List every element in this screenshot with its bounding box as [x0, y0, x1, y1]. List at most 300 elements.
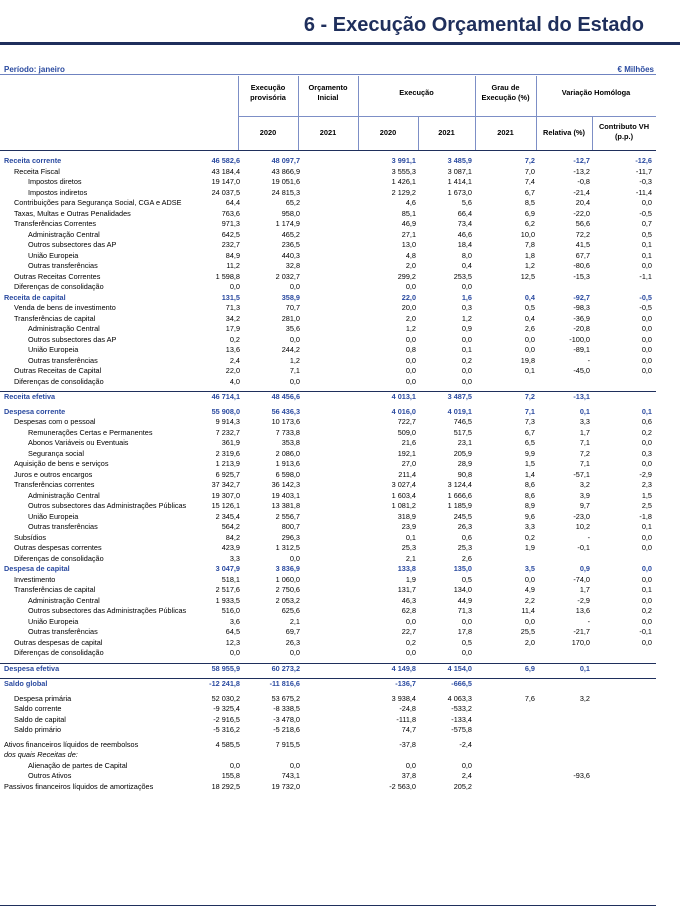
table-row: [0, 564, 656, 575]
table-row: [0, 543, 656, 554]
row-value: 1 414,1: [447, 177, 472, 186]
row-value: 1 174,9: [275, 219, 300, 228]
row-value: 3,3: [579, 417, 590, 426]
row-value: 53 675,2: [271, 693, 300, 703]
row-label: Saldo de capital: [14, 714, 66, 724]
row-value: 52 030,2: [211, 693, 240, 703]
row-value: -3 478,0: [273, 714, 300, 724]
row-value: 9,7: [579, 501, 590, 510]
row-value: -0,1: [639, 627, 652, 636]
row-value: 1,5: [524, 459, 535, 468]
table-row: [0, 491, 656, 502]
row-value: 2 032,7: [275, 271, 300, 281]
row-value: 2,1: [405, 553, 416, 563]
row-value: 0,0: [641, 313, 652, 323]
table-row: [0, 261, 656, 272]
row-label: União Europeia: [28, 616, 79, 626]
row-label: Administração Central: [28, 229, 100, 239]
table-row: [0, 750, 656, 761]
row-value: 90,8: [457, 469, 472, 479]
table-row: [0, 678, 656, 690]
row-value: 0,1: [461, 345, 472, 354]
table-row: [0, 596, 656, 607]
table-row: [0, 356, 656, 367]
row-value: 0,1: [579, 663, 590, 673]
row-value: -2,4: [459, 739, 472, 749]
row-value: 0,0: [641, 261, 652, 270]
row-value: 2 517,6: [215, 585, 240, 594]
row-label: Contribuições para Segurança Social, CGA e ADSE: [14, 198, 182, 207]
row-value: 10,0: [520, 229, 535, 239]
row-value: 2,1: [289, 616, 300, 626]
row-label: Outras transferências: [28, 355, 98, 365]
row-value: -0,8: [577, 177, 590, 186]
table-row: [0, 663, 656, 675]
row-value: 0,9: [461, 324, 472, 333]
row-value: 0,0: [405, 648, 416, 657]
row-value: 4,8: [405, 250, 416, 260]
row-value: -533,2: [451, 704, 472, 713]
row-value: 0,5: [461, 637, 472, 647]
table-row: [0, 219, 656, 230]
row-value: 296,3: [281, 532, 300, 542]
row-value: -92,7: [573, 292, 590, 302]
table-row: [0, 501, 656, 512]
row-value: 0,0: [289, 760, 300, 770]
row-value: 3,2: [579, 480, 590, 489]
row-value: -100,0: [569, 334, 590, 344]
table-header: [0, 76, 656, 150]
row-label: Despesa de capital: [4, 564, 70, 573]
row-value: 6,9: [524, 208, 535, 218]
row-value: 60 273,2: [271, 663, 300, 673]
row-value: 19 307,0: [211, 490, 240, 500]
row-label: Passivos financeiros líquidos de amortizações: [4, 781, 154, 791]
row-value: 1 913,6: [275, 459, 300, 468]
row-value: -36,9: [573, 313, 590, 323]
header-bottom-rule: [0, 150, 656, 151]
row-value: 2 086,0: [275, 448, 300, 458]
row-value: 0,0: [405, 282, 416, 291]
row-value: -20,8: [573, 324, 590, 333]
row-value: -9 325,4: [213, 704, 240, 713]
row-value: 0,0: [289, 553, 300, 563]
row-value: 24 815,3: [271, 187, 300, 197]
row-value: 0,1: [641, 522, 652, 531]
row-value: 36 142,3: [271, 480, 300, 489]
row-label: Abonos Variáveis ou Eventuais: [28, 438, 129, 447]
table-row: [0, 345, 656, 356]
row-value: -93,6: [573, 771, 590, 780]
row-label: dos quais Receitas de:: [4, 750, 78, 759]
row-value: 1,9: [524, 543, 535, 552]
row-label: Juros e outros encargos: [14, 469, 93, 479]
row-value: -12 241,8: [209, 679, 240, 688]
row-value: -133,4: [451, 714, 472, 724]
table-row: [0, 470, 656, 481]
row-value: 7,4: [524, 177, 535, 186]
row-value: 10 173,6: [271, 417, 300, 426]
row-value: 4 016,0: [391, 406, 416, 416]
row-value: 3 087,1: [447, 166, 472, 176]
row-value: 135,0: [453, 564, 472, 573]
row-value: 6,7: [524, 187, 535, 197]
row-label: Administração Central: [28, 324, 100, 333]
header-grau-line2: Execução (%): [481, 93, 530, 102]
row-value: 23,1: [457, 438, 472, 447]
row-value: 3 124,4: [447, 480, 472, 489]
row-value: 155,8: [221, 771, 240, 780]
row-label: Despesa primária: [14, 693, 72, 703]
row-value: 625,6: [281, 606, 300, 615]
row-value: 0,1: [641, 240, 652, 249]
table-row: [0, 740, 656, 751]
row-value: 7,8: [524, 240, 535, 249]
row-value: 10,2: [575, 522, 590, 531]
table-row: [0, 438, 656, 449]
row-value: 2 319,6: [215, 448, 240, 458]
row-value: 67,7: [575, 250, 590, 260]
row-value: 18,4: [457, 240, 472, 249]
row-label: Segurança social: [28, 448, 84, 458]
row-label: Outras despesas de capital: [14, 637, 103, 647]
row-value: 58 955,9: [211, 663, 240, 673]
row-value: 65,2: [285, 198, 300, 207]
row-value: 0,0: [641, 564, 652, 573]
row-value: -13,1: [573, 392, 590, 401]
row-value: 0,1: [641, 406, 652, 416]
row-value: 35,6: [285, 324, 300, 333]
row-value: -37,8: [399, 739, 416, 749]
row-value: 642,5: [221, 229, 240, 239]
row-value: 8,0: [461, 250, 472, 260]
row-value: -: [587, 616, 590, 626]
header-grau-line1: Grau de: [491, 83, 520, 92]
row-value: 299,2: [397, 271, 416, 281]
row-value: 13,6: [575, 606, 590, 615]
row-value: 34,2: [225, 313, 240, 323]
row-label: Receita efetiva: [4, 392, 56, 401]
row-value: 0,0: [641, 459, 652, 468]
table-row: [0, 314, 656, 325]
row-value: 0,8: [405, 345, 416, 354]
row-value: 1 673,0: [447, 187, 472, 197]
row-value: -11 816,6: [269, 679, 300, 688]
row-value: 8,6: [524, 490, 535, 500]
row-value: 0,0: [461, 376, 472, 386]
row-value: 0,0: [641, 198, 652, 207]
row-value: -2 563,0: [389, 781, 416, 791]
row-value: -24,8: [399, 704, 416, 713]
row-value: 4 063,3: [447, 693, 472, 703]
row-value: 1,2: [289, 355, 300, 365]
table-row: [0, 533, 656, 544]
table-row: [0, 156, 656, 167]
row-value: 0,0: [461, 760, 472, 770]
row-value: 0,4: [524, 313, 535, 323]
row-value: 0,0: [641, 355, 652, 365]
row-value: -12,6: [635, 156, 652, 165]
table-row: [0, 771, 656, 782]
row-value: 0,6: [641, 417, 652, 426]
row-value: 1,8: [524, 250, 535, 260]
row-value: 1,6: [461, 292, 472, 302]
row-value: 46,6: [457, 229, 472, 239]
row-value: 0,0: [641, 543, 652, 552]
row-label: Despesa corrente: [4, 406, 66, 416]
row-value: 0,1: [579, 406, 590, 416]
header-contributo-line1: Contributo VH: [598, 122, 650, 131]
row-value: 7,6: [524, 693, 535, 703]
row-value: -2,9: [577, 595, 590, 605]
row-value: 358,9: [281, 292, 300, 302]
table-row: [0, 638, 656, 649]
row-value: 0,9: [579, 564, 590, 573]
table-row: [0, 251, 656, 262]
row-label: Receita Fiscal: [14, 166, 60, 176]
row-value: 43 184,4: [211, 166, 240, 176]
row-value: 192,1: [397, 448, 416, 458]
table-row: [0, 522, 656, 533]
row-value: 25,3: [401, 543, 416, 552]
row-value: 4 013,1: [391, 392, 416, 401]
row-value: 0,1: [641, 585, 652, 594]
period-rule: [0, 74, 656, 75]
row-value: 4 019,1: [447, 406, 472, 416]
row-value: 1,7: [579, 427, 590, 437]
table-row: [0, 512, 656, 523]
header-variacao: Variação Homóloga: [561, 88, 631, 97]
row-label: Outras transferências: [28, 627, 98, 636]
row-value: 6,9: [524, 663, 535, 673]
row-value: 743,1: [281, 771, 300, 780]
row-value: 722,7: [397, 417, 416, 426]
row-value: 131,7: [397, 585, 416, 594]
row-value: 48 456,6: [271, 392, 300, 401]
table-row: [0, 230, 656, 241]
row-value: -: [587, 355, 590, 365]
row-value: 2,2: [524, 595, 535, 605]
row-value: 7,2: [524, 156, 535, 165]
row-label: Subsídios: [14, 532, 47, 542]
unit-label: € Milhões: [617, 65, 654, 74]
row-value: 37 342,7: [211, 480, 240, 489]
row-value: 4,6: [405, 198, 416, 207]
row-value: -89,1: [573, 345, 590, 354]
row-value: 19 732,0: [271, 781, 300, 791]
row-value: 71,3: [457, 606, 472, 615]
row-value: 3,9: [579, 490, 590, 500]
row-value: 19,8: [520, 355, 535, 365]
row-value: -23,0: [573, 511, 590, 521]
row-label: Transferências Correntes: [14, 219, 97, 228]
row-value: 2 750,6: [275, 585, 300, 594]
row-value: 41,5: [575, 240, 590, 249]
row-value: 24 037,5: [211, 187, 240, 197]
row-label: Outros subsectores das AP: [28, 334, 117, 344]
row-value: 1 081,2: [391, 501, 416, 510]
row-value: 5,6: [461, 198, 472, 207]
row-label: Despesa efetiva: [4, 663, 60, 673]
row-value: 2,6: [524, 324, 535, 333]
table-row: [0, 407, 656, 418]
table-row: [0, 240, 656, 251]
header-execucao: Execução: [399, 88, 434, 97]
row-value: -11,4: [635, 187, 652, 197]
row-value: 2 053,2: [275, 595, 300, 605]
row-value: 0,2: [461, 355, 472, 365]
row-value: 22,0: [401, 292, 416, 302]
row-value: 0,0: [229, 282, 240, 291]
table-row: [0, 627, 656, 638]
row-value: 0,0: [641, 532, 652, 542]
row-value: -12,7: [573, 156, 590, 165]
row-value: 0,0: [405, 616, 416, 626]
row-value: 361,9: [221, 438, 240, 447]
row-label: Outros subsectores das Administrações Públicas: [28, 501, 187, 510]
row-value: 281,0: [281, 313, 300, 323]
row-value: 0,2: [229, 334, 240, 344]
row-value: 20,4: [575, 198, 590, 207]
table-row: [0, 606, 656, 617]
table-row: [0, 617, 656, 628]
row-value: 0,0: [524, 345, 535, 354]
row-label: Diferenças de consolidação: [14, 648, 104, 657]
row-value: 133,8: [397, 564, 416, 573]
row-value: 1,2: [405, 324, 416, 333]
row-value: 0,0: [524, 616, 535, 626]
row-value: 27,1: [401, 229, 416, 239]
row-value: -98,3: [573, 303, 590, 312]
row-value: 763,6: [221, 208, 240, 218]
row-value: 0,1: [641, 250, 652, 260]
row-value: 0,5: [641, 229, 652, 239]
row-value: -15,3: [573, 271, 590, 281]
row-value: 12,5: [520, 271, 535, 281]
row-value: 44,9: [457, 595, 472, 605]
row-value: 8,5: [524, 198, 535, 207]
row-value: 13,6: [225, 345, 240, 354]
row-label: Saldo primário: [14, 725, 62, 734]
row-value: 19 051,6: [271, 177, 300, 186]
table-row: [0, 209, 656, 220]
row-value: 46,3: [401, 595, 416, 605]
row-value: 0,0: [641, 637, 652, 647]
table-row: [0, 417, 656, 428]
row-value: 21,6: [401, 438, 416, 447]
table-row: [0, 198, 656, 209]
row-value: 7,1: [579, 438, 590, 447]
row-value: 3,3: [524, 522, 535, 531]
row-value: 3 836,9: [275, 564, 300, 573]
row-value: 746,5: [453, 417, 472, 426]
row-value: 1,4: [524, 469, 535, 479]
row-value: 244,2: [281, 345, 300, 354]
row-value: 64,5: [225, 627, 240, 636]
row-value: -1,1: [639, 271, 652, 281]
row-value: -0,5: [639, 303, 652, 312]
header-exec-prov-line2: provisória: [250, 93, 286, 102]
table-row: [0, 459, 656, 470]
row-value: 4 585,5: [215, 739, 240, 749]
row-value: 3 938,4: [391, 693, 416, 703]
row-label: Investimento: [14, 574, 56, 584]
row-value: 971,3: [221, 219, 240, 228]
row-value: 64,4: [225, 198, 240, 207]
table-row: [0, 715, 656, 726]
row-value: 0,0: [461, 334, 472, 344]
row-value: -575,8: [451, 725, 472, 734]
row-label: Outros Ativos: [28, 771, 72, 780]
row-value: 3,6: [229, 616, 240, 626]
row-value: 3,3: [229, 553, 240, 563]
header-orcamento: [298, 83, 358, 103]
row-value: 3 027,4: [391, 480, 416, 489]
row-label: Venda de bens de investimento: [14, 303, 116, 312]
row-label: Outras Receitas Correntes: [14, 271, 101, 281]
row-value: 6 925,7: [215, 469, 240, 479]
row-value: 74,7: [401, 725, 416, 734]
table-row: [0, 324, 656, 335]
row-value: 517,5: [453, 427, 472, 437]
row-value: 26,3: [285, 637, 300, 647]
table-row: [0, 188, 656, 199]
row-value: 71,3: [225, 303, 240, 312]
table-row: [0, 694, 656, 705]
header-mid-rule: [238, 116, 656, 117]
header-relativa: Relativa (%): [543, 128, 585, 137]
row-label: Transferências de capital: [14, 585, 96, 594]
row-value: 245,5: [453, 511, 472, 521]
row-label: União Europeia: [28, 511, 79, 521]
row-value: 7,1: [289, 366, 300, 375]
row-value: 205,2: [453, 781, 472, 791]
row-value: 423,9: [221, 543, 240, 552]
table-row: [0, 480, 656, 491]
header-year: 2021: [438, 128, 455, 137]
row-label: Administração Central: [28, 490, 100, 500]
row-value: 7,3: [524, 417, 535, 426]
row-value: 12,3: [225, 637, 240, 647]
table-row: [0, 725, 656, 736]
row-value: -21,7: [573, 627, 590, 636]
row-value: 11,2: [226, 261, 240, 270]
header-orcamento-line1: Orçamento: [308, 83, 348, 92]
row-value: 0,6: [461, 532, 472, 542]
header-exec-prov-line1: Execução: [250, 83, 286, 92]
header-grau: [475, 83, 536, 103]
row-value: 236,5: [281, 240, 300, 249]
table-row: [0, 293, 656, 304]
row-value: 3 555,3: [391, 166, 416, 176]
row-value: 0,0: [461, 648, 472, 657]
row-value: 134,0: [453, 585, 472, 594]
table-row: [0, 177, 656, 188]
row-value: 1 060,0: [275, 574, 300, 584]
row-value: 0,0: [229, 648, 240, 657]
row-value: 27,0: [401, 459, 416, 468]
table-row: [0, 272, 656, 283]
row-value: 7 232,7: [215, 427, 240, 437]
data-table: [0, 156, 656, 792]
row-value: 32,8: [285, 261, 300, 270]
row-value: 19 147,0: [211, 177, 240, 186]
row-value: 46 582,6: [211, 156, 240, 165]
header-year: 2020: [379, 128, 397, 137]
row-value: 66,4: [457, 208, 472, 218]
header-year: 2021: [319, 128, 337, 137]
row-value: -21,4: [573, 187, 590, 197]
